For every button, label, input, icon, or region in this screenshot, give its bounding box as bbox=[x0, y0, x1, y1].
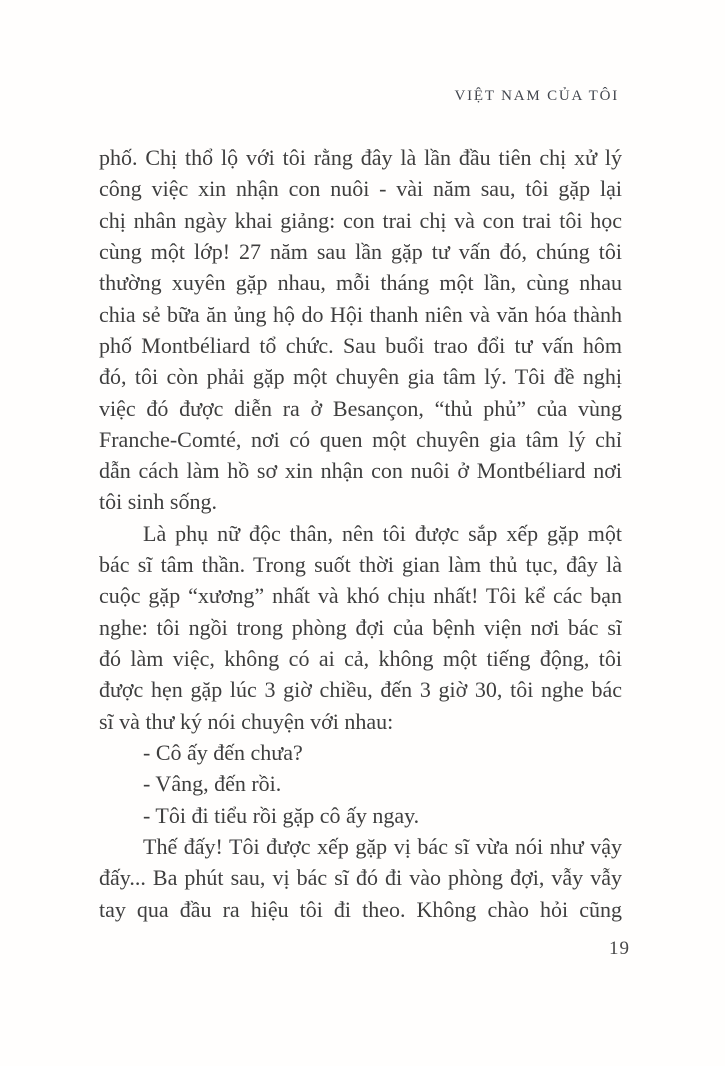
text-line: việc đó được diễn ra ở Besançon, “thủ phủ” của vùng bbox=[99, 395, 622, 421]
text-line: tay qua đầu ra hiệu tôi đi theo. Không chào hỏi cũng bbox=[99, 896, 622, 922]
text-line: Thế đấy! Tôi được xếp gặp vị bác sĩ vừa nói như vậy bbox=[143, 833, 622, 859]
text-line: đấy... Ba phút sau, vị bác sĩ đó đi vào phòng đợi, vẫy vẫy bbox=[99, 865, 622, 891]
text-line: đó làm việc, không có ai cả, không một tiếng động, tôi bbox=[99, 646, 622, 671]
text-line: công việc xin nhận con nuôi - vài năm sau, tôi gặp lại bbox=[99, 176, 622, 202]
text-line: - Vâng, đến rồi. bbox=[143, 771, 282, 797]
text-line: được hẹn gặp lúc 3 giờ chiều, đến 3 giờ 30, tôi nghe bác bbox=[99, 677, 622, 703]
text-line: - Tôi đi tiểu rồi gặp cô ấy ngay. bbox=[143, 802, 420, 828]
text-line: bác sĩ tâm thần. Trong suốt thời gian làm thủ tục, đây là bbox=[99, 552, 622, 578]
text-line: tôi sinh sống. bbox=[99, 489, 217, 515]
text-line: Là phụ nữ độc thân, nên tôi được sắp xếp gặp một bbox=[143, 520, 622, 546]
text-line: thường xuyên gặp nhau, mỗi tháng một lần, cùng nhau bbox=[99, 270, 622, 296]
text-line: chị nhân ngày khai giảng: con trai chị và con trai tôi học bbox=[99, 207, 622, 233]
text-line: đó, tôi còn phải gặp một chuyên gia tâm lý. Tôi đề nghị bbox=[99, 364, 622, 390]
text-line: cuộc gặp “xương” nhất và khó chịu nhất! Tôi kể các bạn bbox=[99, 583, 622, 609]
text-line: phố. Chị thổ lộ với tôi rằng đây là lần đầu tiên chị xử lý bbox=[99, 145, 622, 170]
text-line: chia sẻ bữa ăn ủng hộ do Hội thanh niên và văn hóa thành bbox=[99, 301, 622, 327]
text-line: nghe: tôi ngồi trong phòng đợi của bệnh viện nơi bác sĩ bbox=[99, 614, 622, 640]
body-text bbox=[99, 142, 622, 925]
text-line: sĩ và thư ký nói chuyện với nhau: bbox=[99, 708, 394, 734]
page-number: 19 bbox=[609, 938, 630, 959]
text-line: phố Montbéliard tổ chức. Sau buổi trao đổi tư vấn hôm bbox=[99, 332, 622, 358]
text-line: cùng một lớp! 27 năm sau lần gặp tư vấn đó, chúng tôi bbox=[99, 238, 622, 264]
text-line: Franche-Comté, nơi có quen một chuyên gia tâm lý chỉ bbox=[99, 426, 622, 452]
text-line: dẫn cách làm hồ sơ xin nhận con nuôi ở Montbéliard nơi bbox=[99, 458, 622, 484]
running-head: VIỆT NAM CỦA TÔI bbox=[454, 88, 619, 104]
text-line: - Cô ấy đến chưa? bbox=[143, 739, 303, 765]
